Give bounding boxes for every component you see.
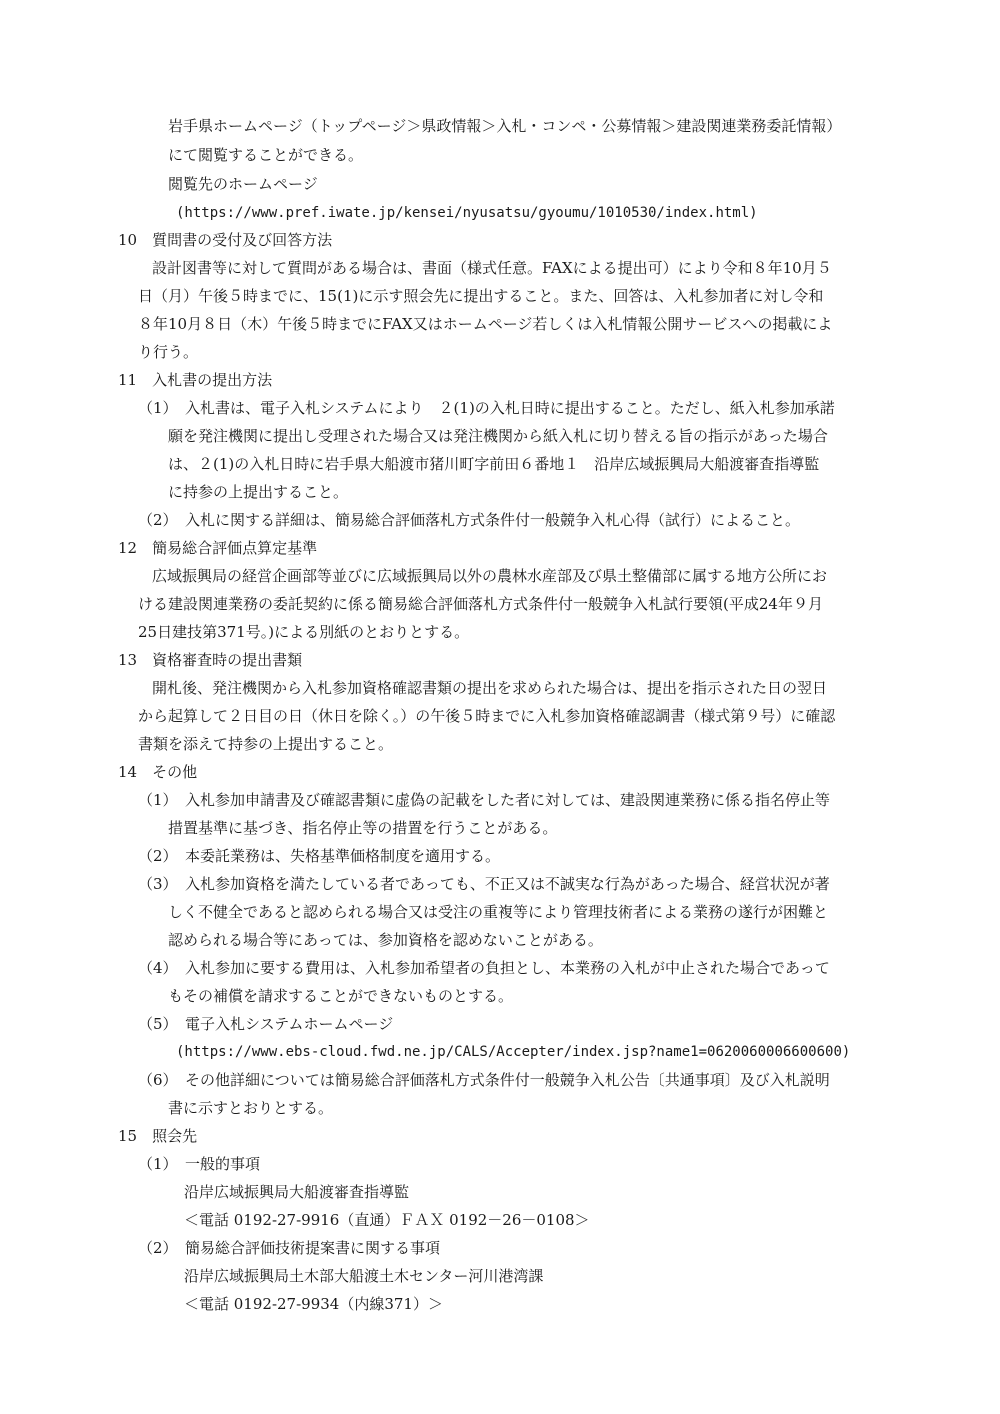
section-heading: 13 資格審査時の提出書類 <box>118 651 303 669</box>
section-heading: 14 その他 <box>118 763 198 781</box>
text-line: から起算して２日目の日（休日を除く。）の午後５時までに入札参加資格確認調書（様式第９号）に確認 <box>138 707 836 725</box>
text-line: 措置基準に基づき、指名停止等の措置を行うことがある。 <box>168 819 558 837</box>
text-line: （1） 一般的事項 <box>138 1155 261 1173</box>
text-line: にて閲覧することができる。 <box>168 146 364 164</box>
contact-name: 沿岸広域振興局土木部大船渡土木センター河川港湾課 <box>184 1267 544 1285</box>
section-heading: 10 質問書の受付及び回答方法 <box>118 231 333 249</box>
text-line: ８年10月８日（木）午後５時までにFAX又はホームページ若しくは入札情報公開サービスへの掲載によ <box>138 315 833 333</box>
text-line: 書類を添えて持参の上提出すること。 <box>138 735 394 753</box>
text-line: （5） 電子入札システムホームページ <box>138 1015 394 1033</box>
text-line: 書に示すとおりとする。 <box>168 1099 334 1117</box>
text-line: （3） 入札参加資格を満たしている者であっても、不正又は不誠実な行為があった場合、経営状況が著 <box>138 875 830 893</box>
url-text: (https://www.pref.iwate.jp/kensei/nyusatsu/gyoumu/1010530/index.html) <box>176 205 758 221</box>
text-line: 設計図書等に対して質問がある場合は、書面（様式任意。FAXによる提出可）により令和８年10月５ <box>152 259 832 277</box>
contact-name: 沿岸広域振興局大船渡審査指導監 <box>184 1183 410 1201</box>
section-heading: 15 照会先 <box>118 1127 198 1145</box>
section-heading: 11 入札書の提出方法 <box>118 371 273 389</box>
text-line: ける建設関連業務の委託契約に係る簡易総合評価落札方式条件付一般競争入札試行要領(平成24年９月 <box>138 595 823 613</box>
text-line: （2） 入札に関する詳細は、簡易総合評価落札方式条件付一般競争入札心得（試行）によること。 <box>138 511 801 529</box>
text-line: り行う。 <box>138 343 199 361</box>
section-heading: 12 簡易総合評価点算定基準 <box>118 539 318 557</box>
text-line: 広域振興局の経営企画部等並びに広域振興局以外の農林水産部及び県土整備部に属する地方公所にお <box>152 567 828 585</box>
text-line: （4） 入札参加に要する費用は、入札参加希望者の負担とし、本業務の入札が中止された場合であって <box>138 959 830 977</box>
text-line: （2） 簡易総合評価技術提案書に関する事項 <box>138 1239 441 1257</box>
contact-phone: ＜電話 0192-27-9916（直通）ＦＡＸ 0192－26－0108＞ <box>184 1211 590 1229</box>
text-line: に持参の上提出すること。 <box>168 483 349 501</box>
text-line: （1） 入札参加申請書及び確認書類に虚偽の記載をした者に対しては、建設関連業務に係る指名停止等 <box>138 791 831 809</box>
text-line: 開札後、発注機関から入札参加資格確認書類の提出を求められた場合は、提出を指示された日の翌日 <box>152 679 828 697</box>
text-line: 認められる場合等にあっては、参加資格を認めないことがある。 <box>168 931 603 949</box>
text-line: しく不健全であると認められる場合又は受注の重複等により管理技術者による業務の遂行が困難と <box>168 903 829 921</box>
text-line: は、２(1)の入札日時に岩手県大船渡市猪川町字前田６番地１ 沿岸広域振興局大船渡審査指導監 <box>168 455 820 473</box>
text-line: 願を発注機関に提出し受理された場合又は発注機関から紙入札に切り替える旨の指示があった場合 <box>168 427 828 445</box>
text-line: （1） 入札書は、電子入札システムにより ２(1)の入札日時に提出すること。ただし、紙入札参加承諾 <box>138 399 835 417</box>
text-line: 岩手県ホームページ（トップページ＞県政情報＞入札・コンペ・公募情報＞建設関連業務委託情報） <box>168 117 842 135</box>
text-line: （6） その他詳細については簡易総合評価落札方式条件付一般競争入札公告〔共通事項〕及び入札説明 <box>138 1071 830 1089</box>
text-line: もその補償を請求することができないものとする。 <box>168 987 514 1005</box>
text-line: 閲覧先のホームページ <box>168 175 318 193</box>
contact-phone: ＜電話 0192-27-9934（内線371）＞ <box>184 1295 443 1313</box>
text-line: 日（月）午後５時までに、15(1)に示す照会先に提出すること。また、回答は、入札参加者に対し令和 <box>138 287 824 305</box>
text-line: 25日建技第371号。)による別紙のとおりとする。 <box>138 623 470 641</box>
url-text: (https://www.ebs-cloud.fwd.ne.jp/CALS/Accepter/index.jsp?name1=0620060006600600) <box>176 1044 851 1060</box>
text-line: （2） 本委託業務は、失格基準価格制度を適用する。 <box>138 847 501 865</box>
